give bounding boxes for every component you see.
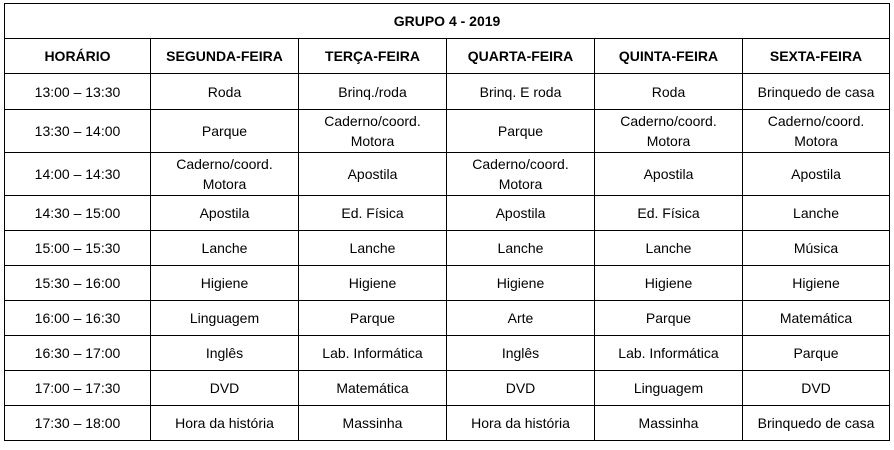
- header-cell-thursday: QUINTA-FEIRA: [595, 39, 743, 74]
- activity-cell: Parque: [151, 110, 299, 153]
- activity-cell: Parque: [299, 301, 447, 336]
- activity-cell: Brinq. E roda: [447, 74, 595, 110]
- activity-cell: Lanche: [743, 196, 890, 231]
- activity-cell: Apostila: [595, 153, 743, 196]
- table-row: [5, 74, 890, 110]
- time-cell: 13:00 – 13:30: [5, 74, 151, 110]
- activity-cell: Massinha: [595, 406, 743, 441]
- activity-cell: Brinquedo de casa: [743, 74, 890, 110]
- activity-cell: Parque: [743, 336, 890, 371]
- activity-cell: Higiene: [447, 266, 595, 301]
- activity-cell: Ed. Física: [595, 196, 743, 231]
- activity-cell: Apostila: [743, 153, 890, 196]
- activity-cell: Roda: [595, 74, 743, 110]
- time-cell: 16:30 – 17:00: [5, 336, 151, 371]
- time-cell: 15:30 – 16:00: [5, 266, 151, 301]
- table-row: [5, 336, 890, 371]
- time-cell: 14:00 – 14:30: [5, 153, 151, 196]
- activity-cell: Caderno/coord. Motora: [595, 110, 743, 153]
- activity-cell: Ed. Física: [299, 196, 447, 231]
- header-row: [5, 39, 890, 74]
- activity-cell: Higiene: [595, 266, 743, 301]
- activity-cell: Caderno/coord. Motora: [151, 153, 299, 196]
- table-title: GRUPO 4 - 2019: [5, 4, 890, 39]
- title-row: [5, 4, 890, 39]
- activity-cell: Lanche: [151, 231, 299, 266]
- time-cell: 15:00 – 15:30: [5, 231, 151, 266]
- activity-cell: Higiene: [743, 266, 890, 301]
- activity-cell: Caderno/coord. Motora: [299, 110, 447, 153]
- time-cell: 14:30 – 15:00: [5, 196, 151, 231]
- table-row: [5, 266, 890, 301]
- activity-cell: Parque: [447, 110, 595, 153]
- schedule-table: [4, 3, 890, 441]
- activity-cell: DVD: [743, 371, 890, 406]
- activity-cell: Massinha: [299, 406, 447, 441]
- table-row: [5, 196, 890, 231]
- time-cell: 17:30 – 18:00: [5, 406, 151, 441]
- activity-cell: Caderno/coord. Motora: [447, 153, 595, 196]
- activity-cell: Hora da história: [151, 406, 299, 441]
- table-row: [5, 301, 890, 336]
- table-row: [5, 406, 890, 441]
- time-cell: 16:00 – 16:30: [5, 301, 151, 336]
- table-row: [5, 231, 890, 266]
- activity-cell: Apostila: [447, 196, 595, 231]
- table-row: [5, 371, 890, 406]
- activity-cell: Lab. Informática: [595, 336, 743, 371]
- table-row: [5, 110, 890, 153]
- table-row: [5, 153, 890, 196]
- activity-cell: Apostila: [299, 153, 447, 196]
- activity-cell: Hora da história: [447, 406, 595, 441]
- activity-cell: Caderno/coord. Motora: [743, 110, 890, 153]
- activity-cell: DVD: [151, 371, 299, 406]
- activity-cell: Linguagem: [595, 371, 743, 406]
- header-cell-friday: SEXTA-FEIRA: [743, 39, 890, 74]
- activity-cell: Lanche: [595, 231, 743, 266]
- activity-cell: Matemática: [299, 371, 447, 406]
- activity-cell: Higiene: [299, 266, 447, 301]
- time-cell: 13:30 – 14:00: [5, 110, 151, 153]
- activity-cell: Música: [743, 231, 890, 266]
- activity-cell: Parque: [595, 301, 743, 336]
- activity-cell: Inglês: [151, 336, 299, 371]
- header-cell-time: HORÁRIO: [5, 39, 151, 74]
- activity-cell: Inglês: [447, 336, 595, 371]
- activity-cell: Brinq./roda: [299, 74, 447, 110]
- activity-cell: Matemática: [743, 301, 890, 336]
- activity-cell: Lab. Informática: [299, 336, 447, 371]
- activity-cell: Roda: [151, 74, 299, 110]
- header-cell-monday: SEGUNDA-FEIRA: [151, 39, 299, 74]
- activity-cell: Apostila: [151, 196, 299, 231]
- activity-cell: Linguagem: [151, 301, 299, 336]
- activity-cell: Lanche: [447, 231, 595, 266]
- time-cell: 17:00 – 17:30: [5, 371, 151, 406]
- header-cell-tuesday: TERÇA-FEIRA: [299, 39, 447, 74]
- header-cell-wednesday: QUARTA-FEIRA: [447, 39, 595, 74]
- activity-cell: Brinquedo de casa: [743, 406, 890, 441]
- activity-cell: Arte: [447, 301, 595, 336]
- activity-cell: Lanche: [299, 231, 447, 266]
- activity-cell: Higiene: [151, 266, 299, 301]
- activity-cell: DVD: [447, 371, 595, 406]
